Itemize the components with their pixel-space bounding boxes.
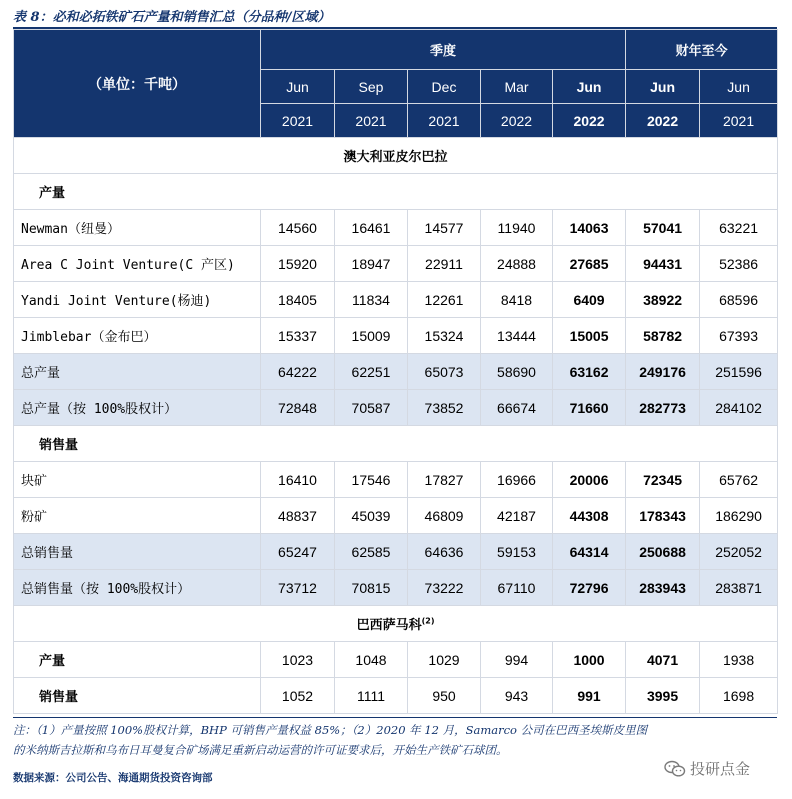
ytd-group-header: 财年至今 <box>626 30 778 70</box>
cell-value: 950 <box>408 678 481 714</box>
cell-value: 12261 <box>408 282 481 318</box>
cell-value: 45039 <box>335 498 408 534</box>
col-month: Sep <box>335 70 408 104</box>
cell-value: 284102 <box>700 390 778 426</box>
cell-value: 72345 <box>626 462 700 498</box>
table-title: 表 8：必和必拓铁矿石产量和销售汇总（分品种/区域） <box>13 10 331 25</box>
table-row <box>14 534 778 570</box>
cell-value: 1698 <box>700 678 778 714</box>
cell-value: 57041 <box>626 210 700 246</box>
cell-value: 67110 <box>481 570 553 606</box>
cell-value: 15920 <box>261 246 335 282</box>
cell-value: 1111 <box>335 678 408 714</box>
cell-value: 943 <box>481 678 553 714</box>
cell-value: 62251 <box>335 354 408 390</box>
cell-value: 178343 <box>626 498 700 534</box>
col-year: 2021 <box>335 104 408 138</box>
cell-value: 72848 <box>261 390 335 426</box>
cell-value: 11834 <box>335 282 408 318</box>
table-row <box>14 498 778 534</box>
cell-value: 282773 <box>626 390 700 426</box>
cell-value: 44308 <box>553 498 626 534</box>
table-row <box>14 318 778 354</box>
col-year: 2022 <box>626 104 700 138</box>
cell-value: 58690 <box>481 354 553 390</box>
table-row <box>14 246 778 282</box>
cell-value: 20006 <box>553 462 626 498</box>
col-year: 2022 <box>553 104 626 138</box>
cell-value: 6409 <box>553 282 626 318</box>
cell-value: 1938 <box>700 642 778 678</box>
footnote-line: 注：（1）产量按照 100%股权计算，BHP 可销售产量权益 85%；（2）2020 年 12 月，Samarco 公司在巴西圣埃斯皮里图 <box>13 723 648 737</box>
watermark <box>664 758 750 779</box>
row-label: 产量 <box>14 642 261 678</box>
cell-value: 252052 <box>700 534 778 570</box>
cell-value: 27685 <box>553 246 626 282</box>
production-sales-table <box>13 29 778 714</box>
cell-value: 186290 <box>700 498 778 534</box>
cell-value: 1052 <box>261 678 335 714</box>
cell-value: 65762 <box>700 462 778 498</box>
section-row-production <box>14 174 778 210</box>
table-row <box>14 462 778 498</box>
cell-value: 15337 <box>261 318 335 354</box>
col-month: Jun <box>261 70 335 104</box>
row-label: 总销售量 <box>14 534 261 570</box>
cell-value: 58782 <box>626 318 700 354</box>
col-year: 2021 <box>408 104 481 138</box>
cell-value: 62585 <box>335 534 408 570</box>
cell-value: 63221 <box>700 210 778 246</box>
quarter-group-header: 季度 <box>261 30 626 70</box>
cell-value: 59153 <box>481 534 553 570</box>
col-month: Jun <box>626 70 700 104</box>
cell-value: 251596 <box>700 354 778 390</box>
cell-value: 15005 <box>553 318 626 354</box>
col-month: Jun <box>700 70 778 104</box>
row-label: 块矿 <box>14 462 261 498</box>
cell-value: 73712 <box>261 570 335 606</box>
cell-value: 15324 <box>408 318 481 354</box>
table-row <box>14 390 778 426</box>
cell-value: 3995 <box>626 678 700 714</box>
cell-value: 11940 <box>481 210 553 246</box>
cell-value: 14560 <box>261 210 335 246</box>
data-source: 数据来源：公司公告、海通期货投资咨询部 <box>13 772 213 784</box>
row-label: 总销售量（按 100%股权计） <box>14 570 261 606</box>
cell-value: 1023 <box>261 642 335 678</box>
table-row <box>14 678 778 714</box>
cell-value: 67393 <box>700 318 778 354</box>
cell-value: 15009 <box>335 318 408 354</box>
col-month: Mar <box>481 70 553 104</box>
cell-value: 4071 <box>626 642 700 678</box>
region-name: 巴西萨马科 <box>356 618 422 633</box>
row-label: Newman（纽曼） <box>14 210 261 246</box>
col-year: 2022 <box>481 104 553 138</box>
section-row-sales <box>14 426 778 462</box>
region-row-brazil <box>14 606 778 642</box>
footnote-line: 的米纳斯吉拉斯和乌布日耳曼复合矿场满足重新启动运营的许可证要求后，开始生产铁矿石球团。 <box>13 743 508 757</box>
cell-value: 249176 <box>626 354 700 390</box>
cell-value: 66674 <box>481 390 553 426</box>
table-row <box>14 282 778 318</box>
cell-value: 283943 <box>626 570 700 606</box>
section-label: 销售量 <box>14 426 778 462</box>
cell-value: 70815 <box>335 570 408 606</box>
cell-value: 64314 <box>553 534 626 570</box>
cell-value: 52386 <box>700 246 778 282</box>
row-label: Yandi Joint Venture(杨迪) <box>14 282 261 318</box>
cell-value: 94431 <box>626 246 700 282</box>
cell-value: 24888 <box>481 246 553 282</box>
cell-value: 63162 <box>553 354 626 390</box>
cell-value: 68596 <box>700 282 778 318</box>
cell-value: 16966 <box>481 462 553 498</box>
cell-value: 46809 <box>408 498 481 534</box>
col-month: Dec <box>408 70 481 104</box>
cell-value: 70587 <box>335 390 408 426</box>
cell-value: 64636 <box>408 534 481 570</box>
cell-value: 18405 <box>261 282 335 318</box>
col-month: Jun <box>553 70 626 104</box>
row-label: Area C Joint Venture(C 产区) <box>14 246 261 282</box>
row-label: Jimblebar（金布巴） <box>14 318 261 354</box>
cell-value: 18947 <box>335 246 408 282</box>
cell-value: 16410 <box>261 462 335 498</box>
table-row <box>14 570 778 606</box>
col-year: 2021 <box>700 104 778 138</box>
cell-value: 1029 <box>408 642 481 678</box>
col-year: 2021 <box>261 104 335 138</box>
table-row <box>14 642 778 678</box>
cell-value: 1000 <box>553 642 626 678</box>
watermark-text: 投研点金 <box>690 760 751 778</box>
cell-value: 22911 <box>408 246 481 282</box>
cell-value: 72796 <box>553 570 626 606</box>
cell-value: 73852 <box>408 390 481 426</box>
region-row-australia <box>14 138 778 174</box>
cell-value: 14577 <box>408 210 481 246</box>
cell-value: 42187 <box>481 498 553 534</box>
cell-value: 64222 <box>261 354 335 390</box>
footnote <box>13 720 777 760</box>
cell-value: 994 <box>481 642 553 678</box>
row-label: 总产量（按 100%股权计） <box>14 390 261 426</box>
table-row <box>14 354 778 390</box>
wechat-icon <box>664 760 686 778</box>
note-rule <box>13 717 777 718</box>
section-label: 产量 <box>14 174 778 210</box>
row-label: 粉矿 <box>14 498 261 534</box>
cell-value: 38922 <box>626 282 700 318</box>
cell-value: 13444 <box>481 318 553 354</box>
cell-value: 14063 <box>553 210 626 246</box>
region-label: 澳大利亚皮尔巴拉 <box>14 138 778 174</box>
cell-value: 65247 <box>261 534 335 570</box>
cell-value: 73222 <box>408 570 481 606</box>
region-label <box>14 606 778 642</box>
cell-value: 71660 <box>553 390 626 426</box>
cell-value: 16461 <box>335 210 408 246</box>
cell-value: 283871 <box>700 570 778 606</box>
footnote-marker: (2) <box>421 616 435 626</box>
cell-value: 8418 <box>481 282 553 318</box>
table-row <box>14 210 778 246</box>
cell-value: 48837 <box>261 498 335 534</box>
row-label: 销售量 <box>14 678 261 714</box>
cell-value: 17546 <box>335 462 408 498</box>
cell-value: 17827 <box>408 462 481 498</box>
cell-value: 991 <box>553 678 626 714</box>
row-label: 总产量 <box>14 354 261 390</box>
cell-value: 1048 <box>335 642 408 678</box>
cell-value: 250688 <box>626 534 700 570</box>
cell-value: 65073 <box>408 354 481 390</box>
unit-header: （单位：千吨） <box>14 30 261 138</box>
